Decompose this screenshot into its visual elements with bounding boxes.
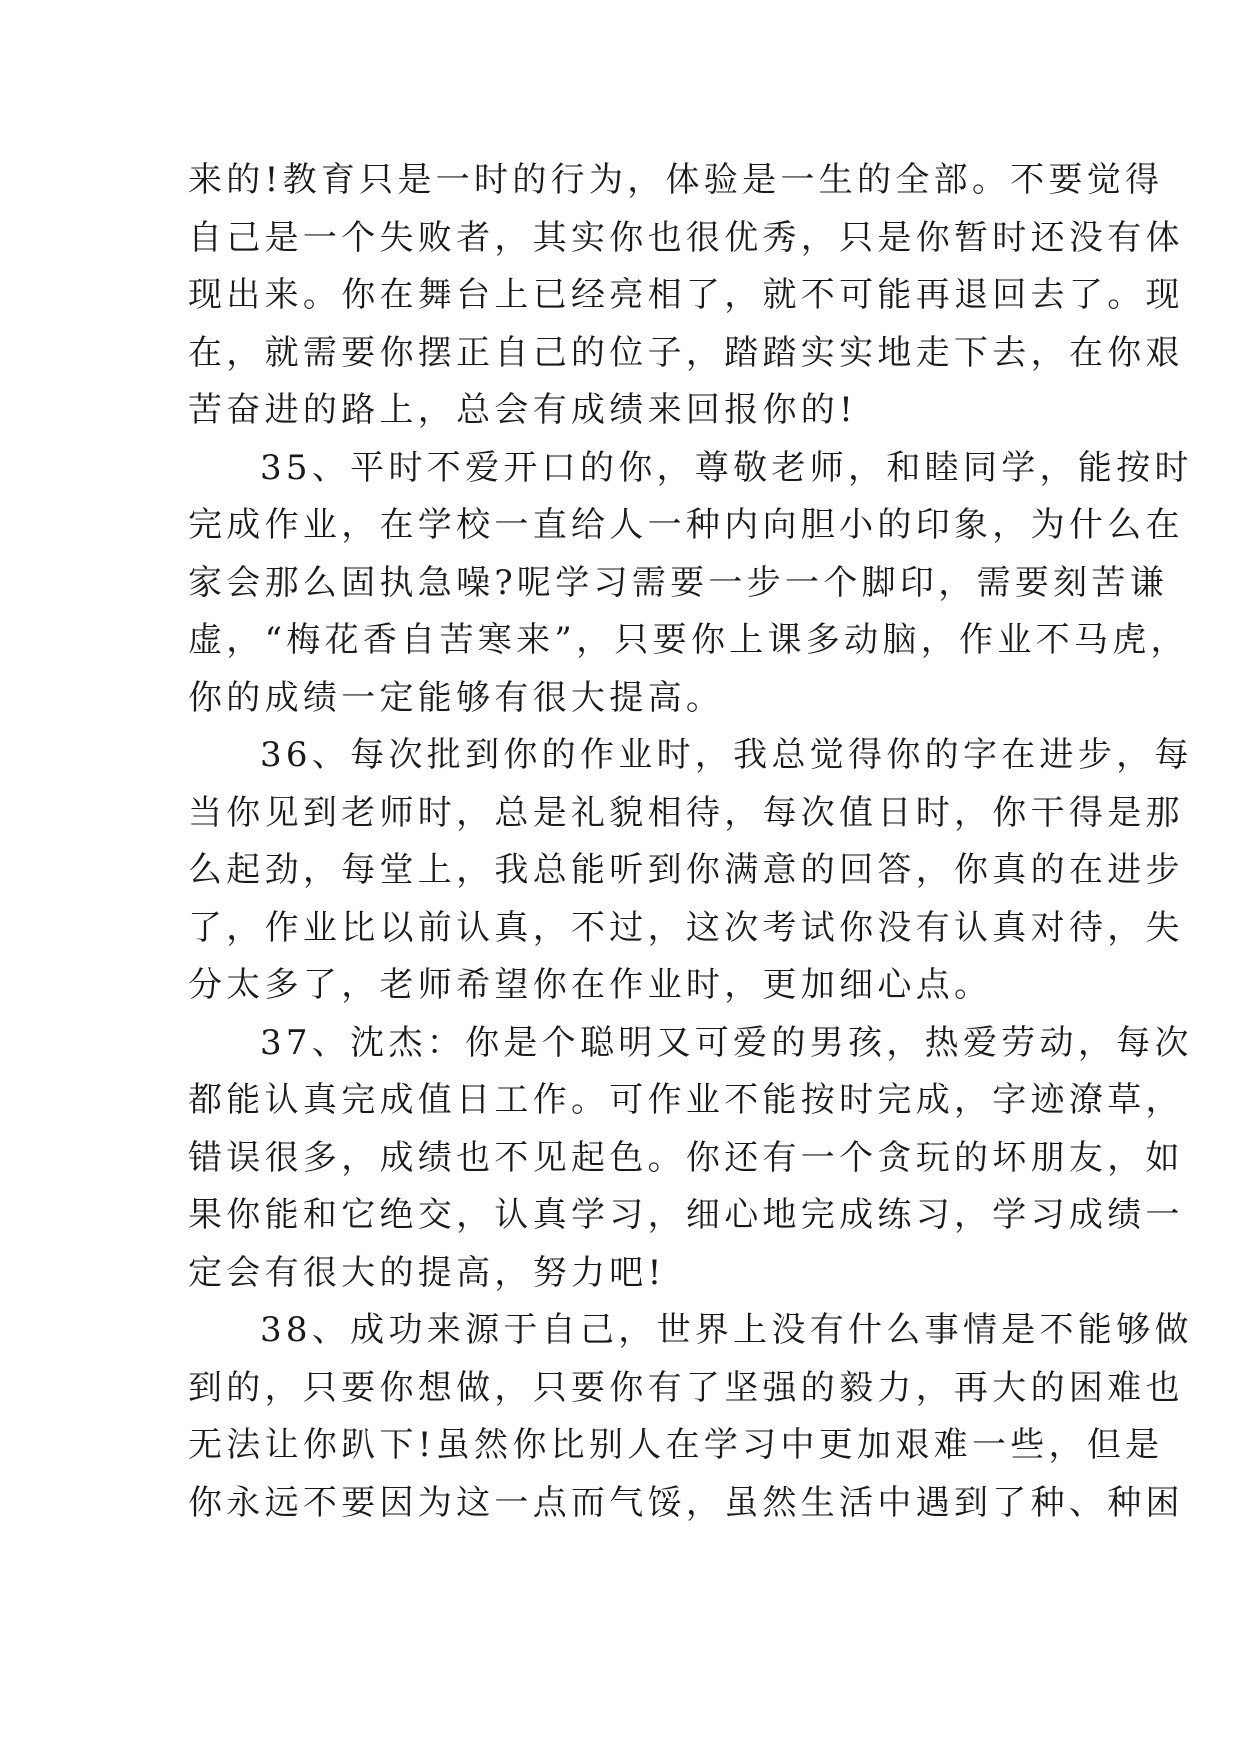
text-line: 你永远不要因为这一点而气馁，虽然生活中遇到了种、种困 — [188, 1482, 1184, 1523]
text-line: 36、每次批到你的作业时，我总觉得你的字在进步，每 — [260, 735, 1193, 775]
text-line: 你的成绩一定能够有很大提高。 — [188, 677, 725, 718]
text-line: 自己是一个失败者，其实你也很优秀，只是你暂时还没有体 — [188, 217, 1184, 258]
text-line: 么起劲，每堂上，我总能听到你满意的回答，你真的在进步 — [188, 850, 1184, 890]
text-line: 35、平时不爱开口的你，尊敬老师，和睦同学，能按时 — [260, 447, 1193, 488]
text-line: 家会那么固执急噪?呢学习需要一步一个脚印，需要刻苦谦 — [188, 562, 1169, 603]
text-line: 苦奋进的路上，总会有成绩来回报你的! — [188, 390, 858, 430]
text-line: 分太多了，老师希望你在作业时，更加细心点。 — [188, 965, 993, 1005]
text-line: 当你见到老师时，总是礼貌相待，每次值日时，你干得是那 — [188, 792, 1184, 833]
text-line: 到的，只要你想做，只要你有了坚强的毅力，再大的困难也 — [188, 1367, 1184, 1408]
text-line: 了，作业比以前认真，不过，这次考试你没有认真对待，失 — [188, 907, 1184, 948]
text-line: 定会有很大的提高，努力吧! — [188, 1252, 666, 1293]
text-line: 37、沈杰：你是个聪明又可爱的男孩，热爱劳动，每次 — [260, 1022, 1193, 1063]
text-line: 完成作业，在学校一直给人一种内向胆小的印象，为什么在 — [188, 505, 1184, 545]
text-line: 在，就需要你摆正自己的位子，踏踏实实地走下去，在你艰 — [188, 332, 1184, 373]
text-line: 现出来。你在舞台上已经亮相了，就不可能再退回去了。现 — [188, 275, 1184, 315]
document-body — [188, 152, 1193, 1532]
text-line: 无法让你趴下!虽然你比别人在学习中更加艰难一些，但是 — [188, 1425, 1164, 1465]
text-line: 错误很多，成绩也不见起色。你还有一个贪玩的坏朋友，如 — [188, 1137, 1184, 1178]
text-line: 虚，“梅花香自苦寒来”，只要你上课多动脑，作业不马虎， — [188, 620, 1189, 660]
text-line: 果你能和它绝交，认真学习，细心地完成练习，学习成绩一 — [188, 1195, 1184, 1235]
text-line: 38、成功来源于自己，世界上没有什么事情是不能够做 — [260, 1310, 1193, 1350]
text-line: 来的!教育只是一时的行为，体验是一生的全部。不要觉得 — [188, 160, 1164, 200]
text-line: 都能认真完成值日工作。可作业不能按时完成，字迹潦草， — [188, 1080, 1184, 1120]
